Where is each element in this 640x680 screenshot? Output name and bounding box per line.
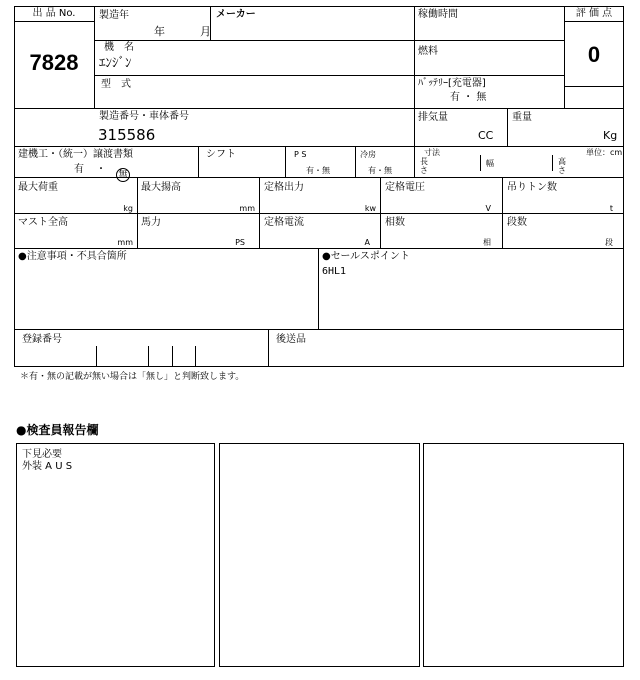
inspector-box-3 [423,443,624,667]
divider [268,329,269,367]
model-name-label: 機 名 [104,42,134,53]
divider [564,86,624,87]
transfer-yes: 有 [74,164,84,175]
footnote: ＊有・無の記載が無い場合は「無し」と判断致します。 [20,372,245,382]
divider [137,177,138,214]
divider [564,21,624,22]
battery-options: 有 ・ 無 [450,92,487,103]
divider [552,155,553,171]
divider [285,146,286,178]
width-label: 幅 [486,159,494,168]
divider [507,108,508,147]
fuel-label: 燃料 [418,46,438,57]
phases-unit: 相 [483,238,491,247]
hp-label: 馬力 [141,217,161,228]
caution-label: ●注意事項・不具合箇所 [18,251,127,262]
dims-label: 寸法 [424,148,440,157]
divider [94,40,414,41]
steps-unit: 段 [605,238,613,247]
year-unit: 年 [154,25,165,38]
inspector-box-1-line-2: 外装 A U S [22,461,73,472]
length-label: 長 さ [420,157,428,175]
mast-unit: mm [117,238,133,247]
divider [137,213,138,249]
divider [259,177,260,214]
max-lift-label: 最大揚高 [141,182,181,193]
ps-label: P S [294,150,307,159]
ps-options: 有・無 [306,166,330,175]
inspector-title: ●検査員報告欄 [16,423,99,437]
serial-label: 製造番号・車体番号 [99,111,189,122]
max-load-label: 最大荷重 [18,182,58,193]
maker-label: メーカー [216,9,256,20]
divider [355,146,356,178]
max-load-unit: kg [123,204,133,213]
divider [96,346,97,367]
shift-label: シフト [206,149,236,160]
mast-label: マスト全高 [18,217,68,228]
hp-unit: PS [235,238,245,247]
dims-unit: 単位：cm [586,148,623,157]
year-label: 製造年 [99,10,129,21]
rating-value: 0 [587,42,601,67]
sales-point-text: 6HL1 [322,266,347,277]
divider [172,346,173,367]
divider [148,346,149,367]
divider [94,6,95,108]
sales-point-label: ●セールスポイント [322,251,410,262]
row-registration [14,329,624,367]
rated-current-label: 定格電流 [264,217,304,228]
hours-label: 稼働時間 [418,9,458,20]
rated-voltage-unit: V [485,204,491,213]
weight-label: 重量 [512,112,532,123]
displacement-unit: CC [478,129,494,142]
rating-label: 評 価 点 [575,8,613,19]
divider [94,75,564,76]
serial-value: 315586 [98,126,156,144]
transfer-label: 建機工・（統一）譲渡書類 [18,149,133,160]
rated-output-label: 定格出力 [264,182,304,193]
rated-voltage-label: 定格電圧 [385,182,425,193]
model-name-value: ｴﾝｼﾞﾝ [99,56,132,71]
inspector-box-1 [16,443,215,667]
battery-label: ﾊﾞｯﾃﾘｰ[充電器] [418,78,486,89]
transfer-dot: ・ [96,164,106,175]
divider [414,40,564,41]
transfer-no-circled: 無 [116,162,130,182]
divider [414,146,415,178]
lot-no-label: 出 品 No. [32,8,76,19]
divider [259,213,260,249]
divider [14,108,94,109]
max-lift-unit: mm [239,204,255,213]
divider [502,177,503,214]
registration-label: 登録番号 [22,334,62,345]
divider [414,6,415,147]
divider [380,177,381,214]
divider [195,346,196,367]
shipping-label: 後送品 [276,334,306,345]
divider [14,21,94,22]
inspector-box-1-line-1: 下見必要 [22,449,62,460]
rated-current-unit: A [364,238,370,247]
type-label: 型 式 [101,79,131,90]
divider [198,146,199,178]
rated-output-unit: kw [364,204,376,213]
phases-label: 相数 [385,217,405,228]
hoist-unit: t [609,204,613,213]
divider [480,155,481,171]
displacement-label: 排気量 [418,112,448,123]
cooling-label: 冷房 [360,150,376,159]
month-unit: 月 [200,25,211,38]
divider [380,213,381,249]
divider [318,248,319,330]
divider [94,108,624,109]
cooling-options: 有・無 [368,166,392,175]
steps-label: 段数 [507,217,527,228]
lot-no-value: 7828 [29,50,79,75]
divider [502,213,503,249]
inspector-box-2 [219,443,420,667]
height-label: 高 さ [558,157,566,175]
weight-unit: Kg [603,129,618,142]
hoist-label: 吊りトン数 [507,182,557,193]
